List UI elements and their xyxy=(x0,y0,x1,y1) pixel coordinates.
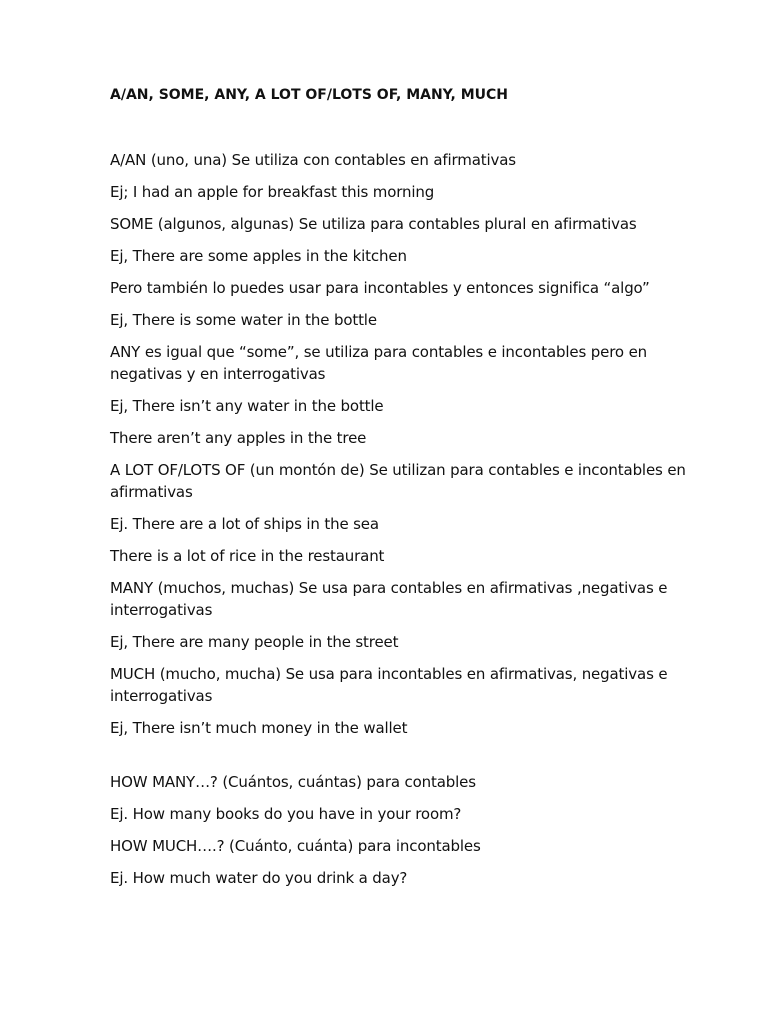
paragraph-any-example-1: Ej, There isn’t any water in the bottle xyxy=(110,397,384,415)
document-body xyxy=(110,85,710,889)
paragraph-a-lot-of-rule: A LOT OF/LOTS OF (un montón de) Se utilizan para contables e incontables en afirmativas xyxy=(110,461,686,501)
paragraph-many-example: Ej, There are many people in the street xyxy=(110,633,399,651)
spacer xyxy=(110,535,710,545)
paragraph-some-uncountable: Pero también lo puedes usar para incontables y entonces significa “algo” xyxy=(110,279,650,297)
spacer xyxy=(110,503,710,513)
paragraph-any-example-2: There aren’t any apples in the tree xyxy=(110,429,367,447)
spacer xyxy=(110,331,710,341)
spacer xyxy=(110,385,710,395)
spacer xyxy=(110,825,710,835)
spacer xyxy=(110,417,710,427)
spacer xyxy=(110,793,710,803)
paragraph-a-lot-of-example-2: There is a lot of rice in the restaurant xyxy=(110,547,385,565)
spacer xyxy=(110,171,710,181)
paragraph-many-rule: MANY (muchos, muchas) Se usa para contables en afirmativas ,negativas e interrogativas xyxy=(110,579,668,619)
paragraph-any-rule: ANY es igual que “some”, se utiliza para contables e incontables pero en negativas y en interrogativas xyxy=(110,343,648,383)
spacer xyxy=(110,739,710,771)
question-how-much-example: Ej. How much water do you drink a day? xyxy=(110,869,408,887)
spacer xyxy=(110,105,710,149)
spacer xyxy=(110,267,710,277)
spacer xyxy=(110,299,710,309)
document-title: A/AN, SOME, ANY, A LOT OF/LOTS OF, MANY, MUCH xyxy=(110,87,508,103)
paragraph-much-rule: MUCH (mucho, mucha) Se usa para incontables en afirmativas, negativas e interrogativas xyxy=(110,665,668,705)
spacer xyxy=(110,449,710,459)
paragraph-some-rule: SOME (algunos, algunas) Se utiliza para contables plural en afirmativas xyxy=(110,215,637,233)
paragraph-much-example: Ej, There isn’t much money in the wallet xyxy=(110,719,408,737)
spacer xyxy=(110,707,710,717)
paragraph-a-an-rule: A/AN (uno, una) Se utiliza con contables en afirmativas xyxy=(110,151,516,169)
question-how-much-rule: HOW MUCH….? (Cuánto, cuánta) para incontables xyxy=(110,837,481,855)
paragraph-a-lot-of-example-1: Ej. There are a lot of ships in the sea xyxy=(110,515,379,533)
spacer xyxy=(110,235,710,245)
spacer xyxy=(110,857,710,867)
paragraph-a-an-example: Ej; I had an apple for breakfast this morning xyxy=(110,183,435,201)
paragraph-some-example: Ej, There are some apples in the kitchen xyxy=(110,247,407,265)
spacer xyxy=(110,621,710,631)
spacer xyxy=(110,653,710,663)
spacer xyxy=(110,567,710,577)
spacer xyxy=(110,203,710,213)
question-how-many-rule: HOW MANY…? (Cuántos, cuántas) para contables xyxy=(110,773,476,791)
question-how-many-example: Ej. How many books do you have in your room? xyxy=(110,805,462,823)
paragraph-some-uncountable-example: Ej, There is some water in the bottle xyxy=(110,311,377,329)
